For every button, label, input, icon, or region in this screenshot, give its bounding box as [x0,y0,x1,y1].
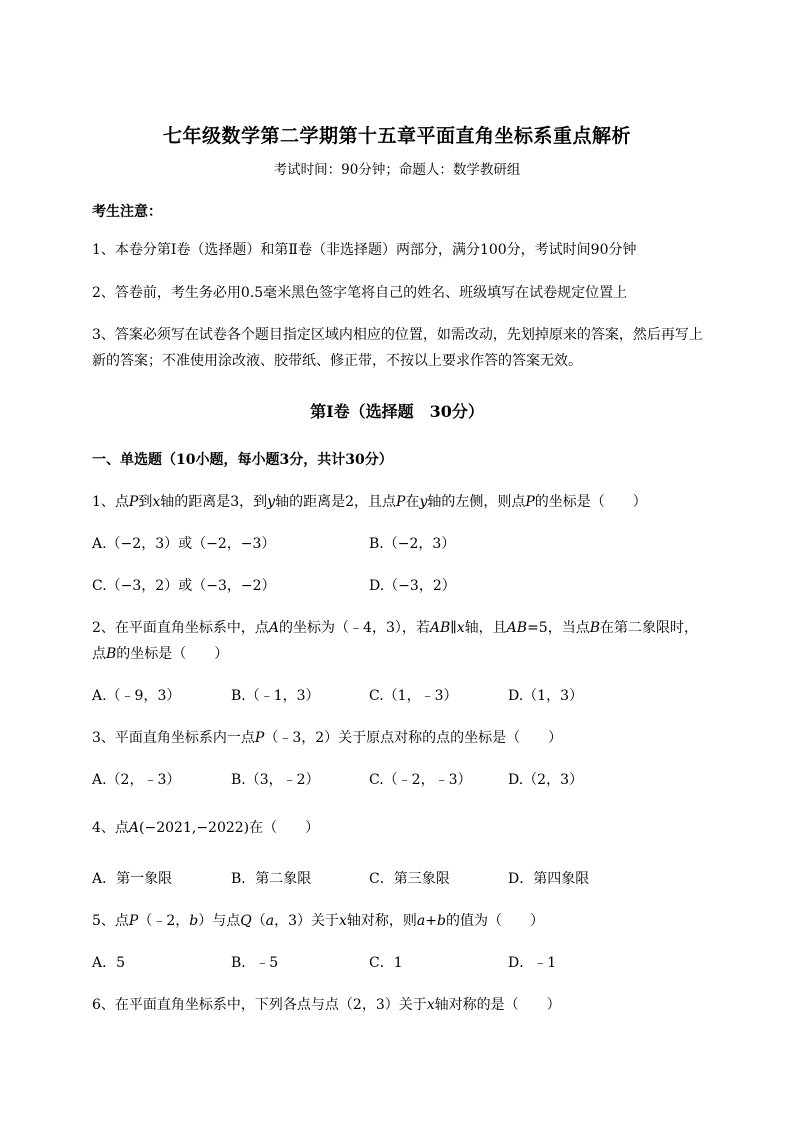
exam-title: 七年级数学第二学期第十五章平面直角坐标系重点解析 [162,125,631,147]
part-heading: 一、单选题（10小题，每小题3分，共计30分） [92,452,393,468]
question-4-option-a[interactable]: A．第一象限 [92,871,173,887]
section-heading: 第I卷（选择题 30分） [310,402,484,421]
question-3-stem: 3、平面直角坐标系内一点P（﹣3，2）关于原点对称的点的坐标是（ ） [92,730,563,746]
question-5-option-a[interactable]: A．5 [92,955,126,971]
question-3-option-a[interactable]: A.（2，﹣3） [92,772,181,788]
question-4-options [92,866,712,892]
notice-heading: 考生注意： [92,204,162,220]
question-1-options-row-1 [92,531,712,557]
question-5-option-c[interactable]: C．1 [369,955,403,971]
question-2-stem-line-2: 点B的坐标是（ ） [92,646,229,662]
question-5-stem: 5、点P（﹣2，b）与点Q（a，3）关于x轴对称，则a+b的值为（ ） [92,913,544,929]
notice-item-3: 3、答案必须写在试卷各个题目指定区域内相应的位置，如需改动，先划掉原来的答案，然后再写上新的答案；不准使用涂改液、胶带纸、修正带，不按以上要求作答的答案无效。 [92,327,703,369]
question-3-option-d[interactable]: D.（2，3） [508,772,583,788]
exam-subtitle: 考试时间：90分钟；命题人：数学教研组 [273,162,521,178]
question-4-option-d[interactable]: D．第四象限 [508,871,590,887]
question-4-stem: 4、点A(−2021,−2022)在（ ） [92,820,320,836]
question-1-stem: 1、点P到x轴的距离是3，到y轴的距离是2，且点P在y轴的左侧，则点P的坐标是（ ） [92,494,647,510]
question-2-stem-line-1: 2、在平面直角坐标系中，点A的坐标为（﹣4，3），若AB∥x轴，且AB=5，当点B在第二象限时， [92,620,698,636]
question-1-option-a[interactable]: A.（−2，3）或（−2，−3） [92,536,276,552]
question-4-option-b[interactable]: B．第二象限 [231,871,312,887]
question-1-option-b[interactable]: B.（−2，3） [369,536,456,552]
question-5-options [92,950,712,976]
question-1-options-row-2 [92,573,712,599]
question-2-option-b[interactable]: B.（﹣1，3） [231,688,320,704]
question-1-option-d[interactable]: D.（−3，2） [369,578,456,594]
question-5-option-b[interactable]: B．﹣5 [231,955,279,971]
question-5-option-d[interactable]: D．﹣1 [508,955,557,971]
question-2-option-a[interactable]: A.（﹣9，3） [92,688,181,704]
question-1-option-c[interactable]: C.（−3，2）或（−3，−2） [92,578,276,594]
question-3-option-b[interactable]: B.（3，﹣2） [231,772,320,788]
question-3-option-c[interactable]: C.（﹣2，﹣3） [369,772,472,788]
question-2-option-c[interactable]: C.（1，﹣3） [369,688,458,704]
question-6-stem: 6、在平面直角坐标系中，下列各点与点（2，3）关于x轴对称的是（ ） [92,997,561,1013]
notice-item-1: 1、本卷分第I卷（选择题）和第Ⅱ卷（非选择题）两部分，满分100分，考试时间90分钟 [92,242,637,258]
question-4-option-c[interactable]: C．第三象限 [369,871,450,887]
question-2-options [92,683,712,709]
question-2-option-d[interactable]: D.（1，3） [508,688,583,704]
question-3-options [92,767,712,793]
notice-item-2: 2、答卷前，考生务必用0.5毫米黑色签字笔将自己的姓名、班级填写在试卷规定位置上 [92,285,628,301]
